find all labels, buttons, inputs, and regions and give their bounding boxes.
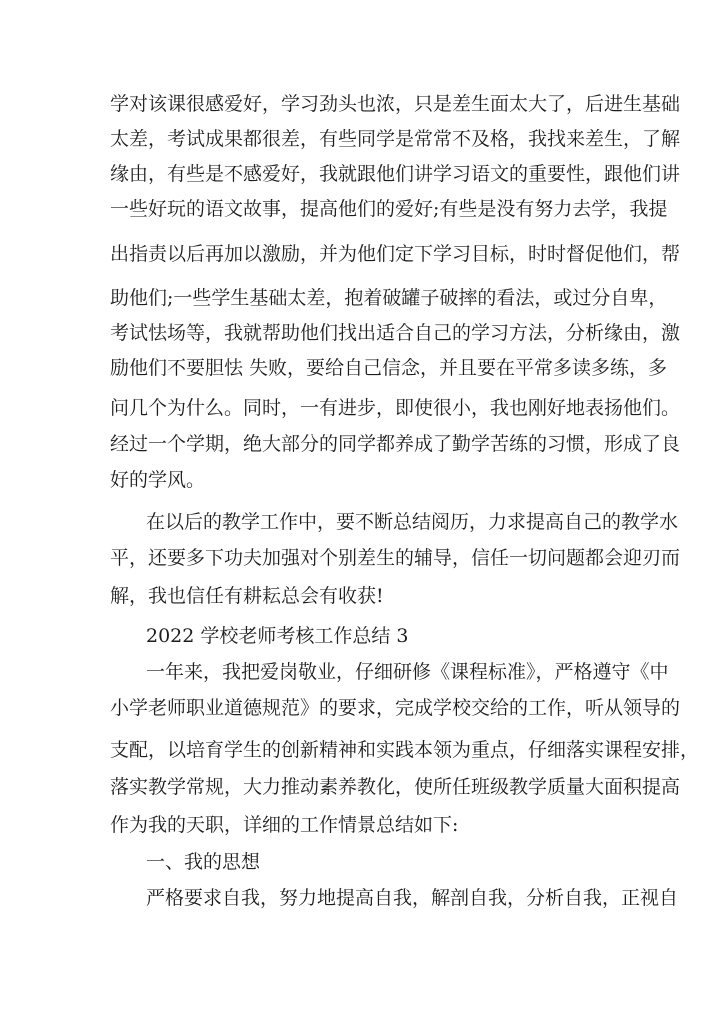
paragraph-line: 学对该课很感爱好，学习劲头也浓，只是差生面太大了，后进生基础 bbox=[110, 93, 681, 115]
paragraph-line: 经过一个学期，绝大部分的同学都养成了勤学苦练的习惯，形成了良 bbox=[110, 433, 681, 455]
paragraph-line: 作为我的天职，详细的工作情景总结如下: bbox=[110, 814, 459, 836]
paragraph-line: 在以后的教学工作中，要不断总结阅历，力求提高自己的教学水 bbox=[146, 511, 679, 533]
paragraph-line: 小学老师职业道德规范》的要求，完成学校交给的工作，听从领导的 bbox=[110, 697, 681, 719]
paragraph-line: 一年来，我把爱岗敬业，仔细研修《课程标准》，严格遵守《中 bbox=[146, 661, 669, 683]
paragraph-line: 严格要求自我，努力地提高自我，解剖自我，分析自我，正视自 bbox=[146, 887, 679, 909]
paragraph-line: 太差，考试成果都很差，有些同学是常常不及格，我找来差生，了解 bbox=[110, 128, 681, 150]
paragraph-line: 出指责以后再加以激励，并为他们定下学习目标，时时督促他们，帮 bbox=[110, 243, 681, 265]
paragraph-line: 解，我也信任有耕耘总会有收获! bbox=[110, 585, 384, 607]
paragraph-line: 平，还要多下功夫加强对个别差生的辅导，信任一切问题都会迎刃而 bbox=[110, 547, 681, 569]
paragraph-line: 落实教学常规，大力推动素养教化，使所任班级教学质量大面积提高 bbox=[110, 776, 681, 798]
subsection-heading: 一、我的思想 bbox=[146, 851, 261, 873]
paragraph-line: 支配，以培育学生的创新精神和实践本领为重点，仔细落实课程安排， bbox=[110, 739, 700, 761]
paragraph-line: 问几个为什么。同时，一有进步，即使很小，我也刚好地表扬他们。 bbox=[110, 397, 681, 419]
paragraph-line: 助他们;一些学生基础太差，抱着破罐子破摔的看法，或过分自卑， bbox=[110, 287, 668, 309]
paragraph-line: 励他们不要胆怯 失败，要给自己信念，并且要在平常多读多练，多 bbox=[110, 357, 668, 379]
paragraph-line: 一些好玩的语文故事，提高他们的爱好;有些是没有努力去学，我提 bbox=[110, 198, 668, 220]
paragraph-line: 考试怯场等，我就帮助他们找出适合自己的学习方法，分析缘由，激 bbox=[110, 322, 681, 344]
section-title: 2022 学校老师考核工作总结 3 bbox=[146, 625, 409, 647]
paragraph-line: 好的学风。 bbox=[110, 469, 206, 491]
paragraph-line: 缘由，有些是不感爱好，我就跟他们讲学习语文的重要性，跟他们讲 bbox=[110, 163, 681, 185]
